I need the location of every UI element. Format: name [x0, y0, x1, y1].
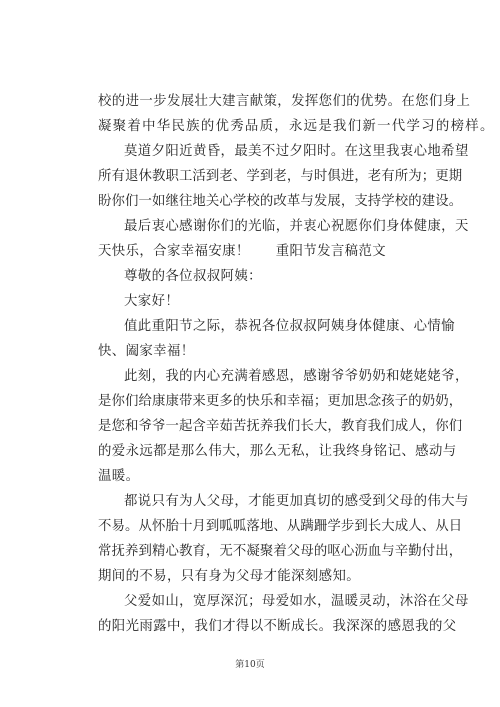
text-line: 是您和爷爷一起含辛茹苦抚养我们长大，教育我们成人，你们	[98, 419, 463, 434]
text-line: 校的进一步发展壮大建言献策，发挥您们的优势。在您们身上	[98, 94, 471, 109]
paragraph-line: 都说只有为人父母，才能更加真切的感受到父母的伟大与	[124, 494, 469, 509]
text-line: 快、阖家幸福！	[98, 344, 195, 359]
text-line: 常抚养到精心教育，无不凝聚着父母的呕心沥血与辛勤付出，	[98, 544, 463, 559]
text-line-with-heading: 天快乐，合家幸福安康！ 重阳节发言稿范文	[98, 244, 387, 259]
paragraph-line: 值此重阳节之际，恭祝各位叔叔阿姨身体健康、心情愉	[124, 319, 455, 334]
text-line: 所有退休教职工活到老、学到老，与时俱进，老有所为；更期	[98, 169, 463, 184]
text-line: 不易。从怀胎十月到呱呱落地、从蹒跚学步到长大成人、从日	[98, 519, 463, 534]
text-line: 的阳光雨露中，我们才得以不断成长。我深深的感恩我的父	[98, 619, 457, 634]
text-line: 凝聚着中华民族的优秀品质，永远是我们新一代学习的榜样。	[98, 119, 495, 134]
salutation-line: 尊敬的各位叔叔阿姨：	[124, 269, 262, 284]
page-number: 第10页	[235, 660, 265, 670]
text-line: 期间的不易，只有身为父母才能深刻感知。	[98, 569, 361, 584]
paragraph-line: 此刻，我的内心充满着感恩，感谢爷爷奶奶和姥姥姥爷，	[124, 369, 469, 384]
paragraph-line: 最后衷心感谢你们的光临，并衷心祝愿你们身体健康，天	[124, 219, 469, 234]
text-line: 的爱永远都是那么伟大，那么无私，让我终身铭记、感动与	[98, 444, 457, 459]
paragraph-line: 父爱如山，宽厚深沉；母爱如水，温暖灵动，沐浴在父母	[124, 594, 469, 609]
text-line: 温暖。	[98, 469, 140, 484]
paragraph-line: 莫道夕阳近黄昏，最美不过夕阳时。在这里我衷心地希望	[124, 144, 469, 159]
inline-heading: 重阳节发言稿范文	[275, 244, 387, 259]
document-body	[98, 89, 495, 639]
text-line: 是你们给康康带来更多的快乐和幸福；更加思念孩子的奶奶，	[98, 394, 463, 409]
text-line: 盼你们一如继往地关心学校的改革与发展，支持学校的建设。	[98, 194, 463, 209]
greeting-line: 大家好！	[124, 294, 180, 309]
